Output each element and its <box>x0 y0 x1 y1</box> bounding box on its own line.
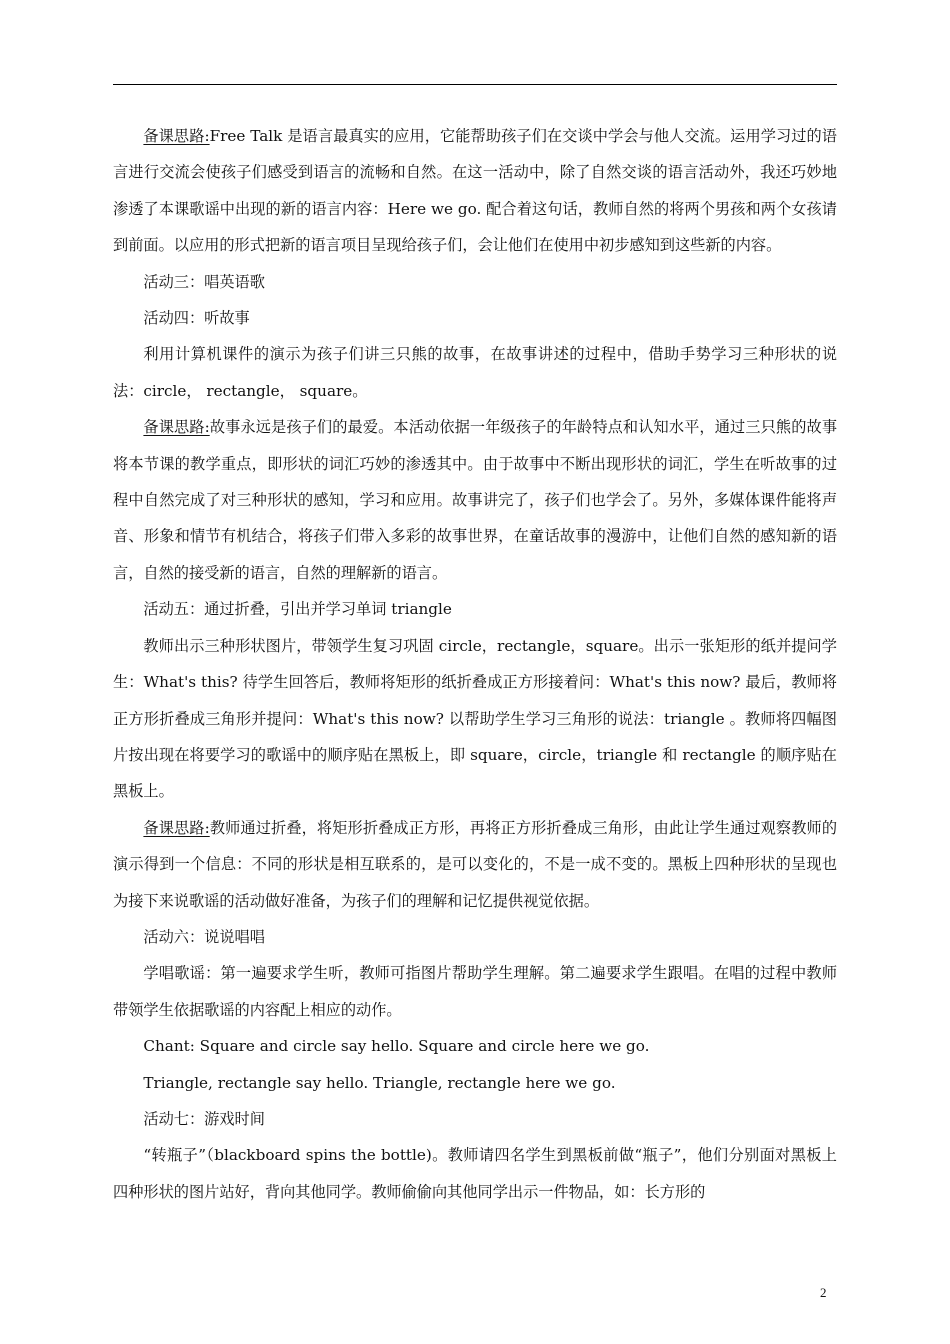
paragraph-text: 活动五：通过折叠，引出并学习单词 triangle <box>143 600 452 619</box>
paragraph-planning-1 <box>113 118 837 264</box>
header-rule <box>113 84 837 85</box>
label-planning: 备课思路: <box>143 818 210 837</box>
heading-activity-3 <box>113 264 837 300</box>
label-planning: 备课思路: <box>143 418 210 437</box>
paragraph-planning-3 <box>113 810 837 919</box>
heading-activity-7 <box>113 1101 837 1137</box>
paragraph-text: 活动六：说说唱唱 <box>143 927 265 946</box>
label-planning: 备课思路: <box>143 127 210 145</box>
paragraph-text: 学唱歌谣：第一遍要求学生听，教师可指图片帮助学生理解。第二遍要求学生跟唱。在唱的过程中教师带领学生依据歌谣的内容配上相应的动作。 <box>113 964 837 1019</box>
paragraph-story <box>113 336 837 409</box>
paragraph-folding <box>113 628 837 810</box>
chant-line-2 <box>113 1065 837 1101</box>
page-number: 2 <box>820 1285 827 1300</box>
paragraph-text: Free Talk 是语言最真实的应用，它能帮助孩子们在交谈中学会与他人交流。运用学习过的语言进行交流会使孩子们感受到语言的流畅和自然。在这一活动中，除了自然交谈的语言活动外，我还巧妙地渗透了本课歌谣中出现的新的语言内容：Here we go. 配合着这句话，教师自然的将两个男孩和两个女孩请到前面。以应用的形式把新的语言项目呈现给孩子们，会让他们在使用中初步感知到这些新的内容。 <box>113 127 837 255</box>
paragraph-text: 利用计算机课件的演示为孩子们讲三只熊的故事，在故事讲述的过程中，借助手势学习三种形状的说法：circle， rectangle， square。 <box>113 345 837 400</box>
document-body <box>113 118 837 1210</box>
paragraph-text: 教师通过折叠，将矩形折叠成正方形，再将正方形折叠成三角形，由此让学生通过观察教师的演示得到一个信息：不同的形状是相互联系的，是可以变化的，不是一成不变的。黑板上四种形状的呈现也为接下来说歌谣的活动做好准备，为孩子们的理解和记忆提供视觉依据。 <box>113 818 838 910</box>
heading-activity-4 <box>113 300 837 336</box>
paragraph-text: 故事永远是孩子们的最爱。本活动依据一年级孩子的年龄特点和认知水平，通过三只熊的故事将本节课的教学重点，即形状的词汇巧妙的渗透其中。由于故事中不断出现形状的词汇，学生在听故事的过程中自然完成了对三种形状的感知，学习和应用。故事讲完了，孩子们也学会了。另外，多媒体课件能将声音、形象和情节有机结合，将孩子们带入多彩的故事世界，在童话故事的漫游中，让他们自然的感知新的语言，自然的接受新的语言，自然的理解新的语言。 <box>113 418 838 582</box>
paragraph-text: Triangle, rectangle say hello. Triangle, rectangle here we go. <box>143 1073 616 1092</box>
heading-activity-6 <box>113 919 837 955</box>
paragraph-text: 活动七：游戏时间 <box>143 1109 265 1128</box>
paragraph-text: 活动三：唱英语歌 <box>143 272 265 291</box>
paragraph-text: “转瓶子”（blackboard spins the bottle)。教师请四名学生到黑板前做“瓶子”，他们分别面对黑板上四种形状的图片站好，背向其他同学。教师偷偷向其他同学出示一件物品，如：长方形的 <box>113 1146 837 1201</box>
paragraph-planning-2 <box>113 409 837 591</box>
chant-line-1 <box>113 1028 837 1064</box>
paragraph-text: 教师出示三种形状图片，带领学生复习巩固 circle，rectangle，square。出示一张矩形的纸并提问学生：What's this? 待学生回答后，教师将矩形的纸折叠成正方形接着问：What's this now? 最后，教师将正方形折叠成三角形并提问：What's this now? 以帮助学生学习三角形的说法：triangle 。教师将四幅图片按出现在将要学习的歌谣中的顺序贴在黑板上，即 square，circle，triangle 和 rectangle 的顺序贴在黑板上。 <box>113 636 837 801</box>
heading-activity-5 <box>113 591 837 627</box>
paragraph-chant-learning <box>113 955 837 1028</box>
paragraph-text: 活动四：听故事 <box>143 309 250 328</box>
paragraph-game <box>113 1137 837 1210</box>
paragraph-text: Chant: Square and circle say hello. Square and circle here we go. <box>143 1037 650 1056</box>
